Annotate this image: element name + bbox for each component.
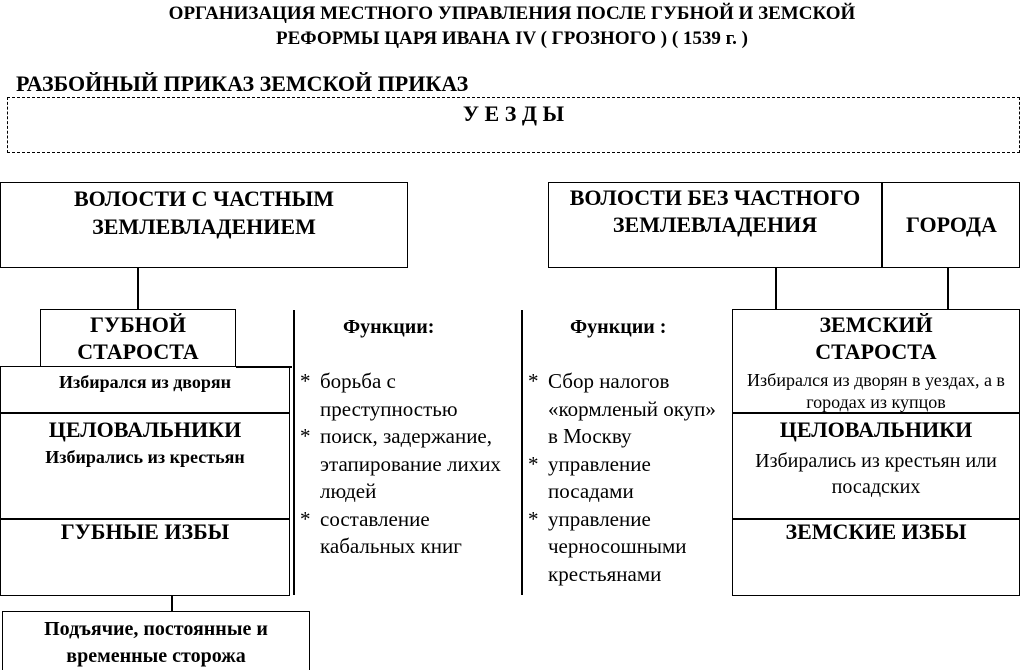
zemskie-izby-label: ЗЕМСКИЕ ИЗБЫ: [785, 519, 967, 544]
podyachie-label: Подъячие, постоянные и временные сторожа: [44, 618, 268, 667]
volosti-private-box: [0, 182, 408, 268]
connector-left-volosti: [137, 268, 139, 310]
separator-line-2: [521, 310, 523, 595]
uezdy-label: У Е З Д Ы: [462, 101, 565, 126]
left-function-item: * поиск, задержание, этапирование лихих людей: [300, 424, 501, 503]
gubnoy-starosta-note: Избирался из дворян: [58, 372, 232, 392]
gubnye-izby-label: ГУБНЫЕ ИЗБЫ: [60, 519, 230, 544]
uezdy-box: [7, 97, 1020, 153]
prikaz-label: РАЗБОЙНЫЙ ПРИКАЗ ЗЕМСКОЙ ПРИКАЗ: [16, 71, 469, 96]
left-function-item: * борьба с преступностью: [300, 369, 458, 421]
volosti-private-label: ВОЛОСТИ С ЧАСТНЫМ ЗЕМЛЕВЛАДЕНИЕМ: [73, 186, 334, 239]
left-celovalniki-note: Избирались из крестьян: [45, 447, 245, 467]
right-function-item: * управление посадами: [528, 451, 651, 503]
volosti-state-label: ВОЛОСТИ БЕЗ ЧАСТНОГО ЗЕМЛЕВЛАДЕНИЯ: [569, 185, 861, 237]
zemsky-starosta-title: ЗЕМСКИЙ СТАРОСТА: [815, 312, 937, 364]
starosta-ledge-line: [236, 366, 292, 368]
right-celovalniki-note: Избирались из крестьян или посадских: [755, 450, 997, 498]
separator-line-1: [293, 310, 295, 595]
gubnoy-starosta-box: [40, 309, 236, 367]
connector-goroda: [947, 268, 949, 310]
divider-left-1: [0, 412, 290, 414]
page-title-line1: ОРГАНИЗАЦИЯ МЕСТНОГО УПРАВЛЕНИЯ ПОСЛЕ ГУБНОЙ И ЗЕМСКОЙ: [168, 3, 856, 24]
connector-right-volosti: [775, 268, 777, 310]
left-function-item: * составление кабальных книг: [300, 506, 462, 558]
left-celovalniki-title: ЦЕЛОВАЛЬНИКИ: [48, 417, 242, 442]
right-function-item: * управление черносошными крестьянами: [528, 506, 687, 586]
page-title-line2: РЕФОРМЫ ЦАРЯ ИВАНА IV ( ГРОЗНОГО ) ( 1539 г. ): [276, 28, 748, 49]
goroda-label: ГОРОДА: [906, 212, 997, 237]
right-celovalniki-title: ЦЕЛОВАЛЬНИКИ: [779, 417, 973, 442]
podyachie-box: [2, 611, 310, 670]
right-functions-list: [528, 368, 728, 588]
zemsky-starosta-note: Избирался из дворян в уездах, а в городах из купцов: [747, 370, 1005, 412]
right-function-item: * Сбор налогов «кормленый окуп» в Москву: [528, 369, 716, 448]
right-functions-heading: Функции :: [570, 316, 667, 338]
left-functions-list: [300, 368, 515, 561]
connector-izby-podyachie: [171, 596, 173, 612]
left-stack-box: [0, 366, 290, 596]
left-functions-heading: Функции:: [343, 316, 435, 338]
gubnoy-starosta-title: ГУБНОЙ СТАРОСТА: [77, 312, 199, 364]
